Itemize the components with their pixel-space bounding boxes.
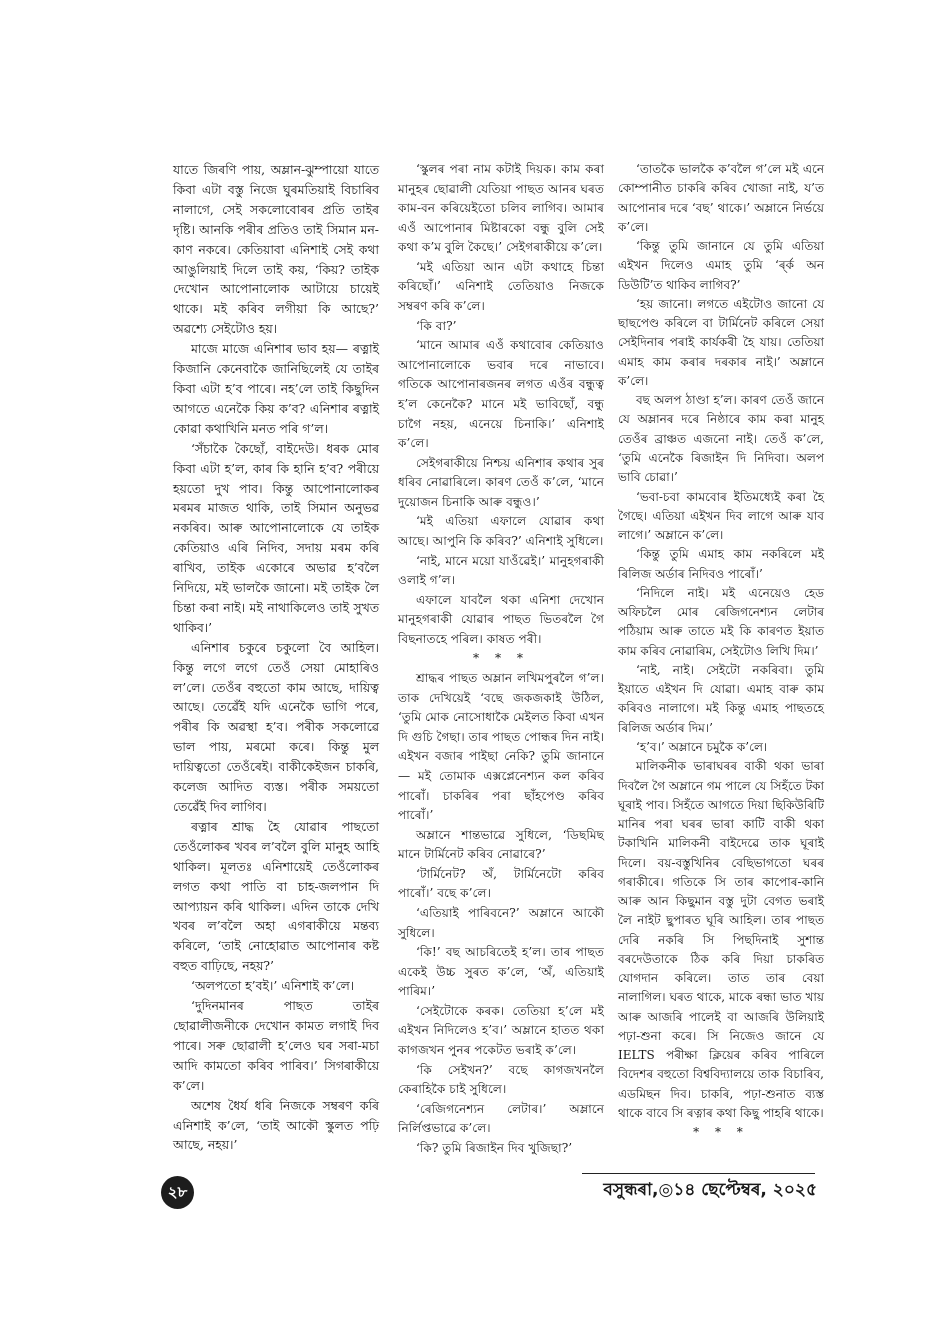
paragraph: ‘নাই, মানে ময়ো যাওঁৱেই।’ মানুহগৰাকী ওলাই গ’ল। [398,553,604,588]
paragraph: ‘স্কুলৰ পৰা নাম কটাই দিয়ক। কাম কৰা মানুহৰ ছোৱালী যেতিয়া পাছত আনৰ ঘৰত কাম-বন কৰিয়েইতো চলিব লাগিব। আমাৰ এওঁ আপোনাৰ মিষ্টাৰকো বন্ধু বুলি সেই কথা ক’ম বুলি কৈছে।’ সেইগৰাকীয়ে ক’লে। [398,162,604,255]
paragraph: ‘কি সেইখন?’ বছে কাগজখনলৈ কেৰাহিকৈ চাই সুধিলে। [398,1062,604,1097]
paragraph: ৰত্নাৰ শ্ৰাদ্ধ হৈ যোৱাৰ পাছতো তেওঁলোকৰ খবৰ ল’বলৈ বুলি মানুহ আহি থাকিল। মূলতঃ এনিশায়েই তেওঁলোকৰ লগত কথা পাতি বা চাহ-জলপান দি আপ্যায়ন কৰি থাকিল। এদিন তাকে দেখি খবৰ ল’বলৈ অহা এগৰাকীয়ে মন্তব্য কৰিলে, ‘তাই নোহোৱাত আপোনাৰ কষ্ট বহুত বাঢ়িছে, নহয়?’ [173,818,379,974]
paragraph: বছ অলপ ঠাণ্ডা হ’ল। কাৰণ তেওঁ জানে যে অম্লানৰ দৰে নিষ্ঠাৰে কাম কৰা মানুহ তেওঁৰ ব্ৰাঞ্চত এজনো নাই। তেওঁ ক’লে, ‘তুমি এনেকৈ ৰিজাইন দি নিদিবা। অলপ ভাবি চোৱা।’ [618,393,824,485]
paragraph: ‘মই এতিয়া এফালে যোৱাৰ কথা আছে। আপুনি কি কৰিব?’ এনিশাই সুধিলে। [398,514,604,548]
paragraph: মাজে মাজে এনিশাৰ ভাব হয়— ৰত্নাই কিজানি কেনেবাকৈ জানিছিলেই যে তাইৰ কিবা এটা হ’ব পাৰে। নহ’লে তাই কিছুদিন আগতে এনেকৈ কিয় ক’ব? এনিশাৰ ৰত্নাই কোৱা কথাখিনি মনত পৰি গ’ল। [173,341,379,436]
paragraph: ‘নাই, নাই। সেইটো নকৰিবা। তুমি ইয়াতে এইখন দি যোৱা। এমাহ বাৰু কাম কৰিবও নালাগে। মই কিন্তু এমাহ পাছতহে ৰিলিজ অৰ্ডাৰ দিম।’ [618,662,824,735]
paragraph: ‘কিন্তু তুমি এমাহ কাম নকৰিলে মই ৰিলিজ অৰ্ডাৰ নিদিবও পাৰোঁ।’ [618,547,824,581]
paragraph: ‘সঁচাকৈ কৈছোঁ, বাইদেউ। ধৰক মোৰ কিবা এটা হ’ল, কাৰ কি হানি হ’ব? পৰীয়ে হয়তো দুখ পাব। কিন্তু আপোনালোকৰ মৰমৰ মাজত থাকি, তাই সিমান অনুভৱ নকৰিব। আৰু আপোনালোকে যে তাইক কেতিয়াও এৰি নিদিব, সদায় মৰম কৰি ৰাখিব, তাইক একোৰে অভাৱ হ’বলৈ নিদিয়ে, মই ভালকৈ জানো। মই তাইক লৈ চিন্তা কৰা নাই। মই নাথাকিলেও তাই সুখত থাকিব।’ [173,440,379,635]
section-break: * * * [693,1125,749,1140]
text-column-2 [398,160,604,1158]
footer-rule [582,1173,815,1174]
paragraph: ‘ৰেজিগনেশ্যন লেটাৰ।’ অম্লানে নিৰ্লিপ্তভাৱে ক’লে। [398,1101,604,1136]
paragraph: সেইগৰাকীয়ে নিশ্চয় এনিশাৰ কথাৰ সুৰ ধৰিব নোৱাৰিলে। কাৰণ তেওঁ ক’লে, ‘মানে দুয়োজন চিনাকি আৰু বন্ধুও।’ [398,455,604,509]
paragraph: ‘নিদিলে নাই। মই এনেয়েও হেড অফিচলৈ মোৰ ৰেজিগনেশ্যন লেটাৰ পঠিয়াম আৰু তাতে মই কি কাৰণত ইয়াত কাম কৰিব নোৱাৰিম, সেইটোও লিখি দিম।’ [618,585,824,658]
paragraph: ‘এতিয়াই পাৰিবনে?’ অম্লানে আকৌ সুধিলে। [398,905,604,940]
paragraph: ‘দুদিনমানৰ পাছত তাইৰ ছোৱালীজনীকে দেখোন কামত লগাই দিব পাৰে। সৰু ছোৱালী হ’লেও ঘৰ সৰা-মচা আদি কামতো কৰিব পাৰিব।’ সিগৰাকীয়ে ক’লে। [173,998,379,1093]
paragraph: শ্ৰাদ্ধৰ পাছত অম্লান লখিমপুৰলৈ গ’ল। তাক দেখিয়েই ‘বছে জকজকাই উঠিল, ‘তুমি মোক নোসোধাকৈ মেইলত কিবা এখন দি গুচি গৈছা। তাৰ পাছত পোন্ধৰ দিন নাই। এইখন বজাৰ পাইছা নেকি? তুমি জানানে — মই তোমাক এক্সপ্লেনেশ্যন কল কৰিব পাৰোঁ। চাকৰিৰ পৰা ছাঁহপেণ্ড কৰিব পাৰোঁ।’ [398,671,604,823]
text-column-1 [173,160,379,1155]
paragraph: এনিশাৰ চকুৰে চকুলো বৈ আহিল। কিন্তু লগে লগে তেওঁ সেয়া মোহাৰিও ল’লে। তেওঁৰ বহুতো কাম আছে, দায়িত্ব আছে। তেৱেঁই যদি এনেকৈ ভাগি পৰে, পৰীৰ কি অৱস্থা হ’ব। পৰীক সকলোৱে ভাল পায়, মৰমো কৰে। কিন্তু মুল দায়িত্বতো তেওঁৰেই। বাকীকেইজন চাকৰি, কলেজ আদিত ব্যস্ত। পৰীক সময়তো তেৱেঁই দিব লাগিব। [173,639,379,814]
paragraph: ‘অলপতো হ’বই।’ এনিশাই ক’লে। [191,978,355,994]
paragraph: ‘টাৰ্মিনেট? অঁ, টাৰ্মিনেটো কৰিব পাৰোঁ।’ বছে ক’লে। [398,866,604,901]
publication-footer: বসুন্ধৰা,◎১৪ ছেপ্টেম্বৰ, ২০২৫ [603,1180,817,1200]
paragraph: মালিকনীক ভাৰাঘৰৰ বাকী থকা ভাৰা দিবলৈ গৈ অম্লানে গম পালে যে সিহঁতে টকা ঘূৰাই পাব। সিহঁতে আগতে দিয়া ছিকিউৰিটি মানিৰ পৰা ঘৰৰ ভাৰা কাটি বাকী থকা টকাখিনি মালিকনী বাইদেৱে তাক ঘূৰাই দিলে। বয়-বস্তুখিনিৰ বেছিভাগতো ঘৰৰ গৰাকীৰে। গতিকে সি তাৰ কাপোৰ-কানি আৰু আন কিছুমান বস্তু দুটা বেগত ভৰাই লৈ নাইট ছুপাৰত ঘূৰি আহিল। তাৰ পাছত দেৰি নকৰি সি পিছদিনাই সুশান্ত বৰদেউতাকে ঠিক কৰি দিয়া চাকৰিত যোগদান কৰিলে। তাত তাৰ বেয়া নালাগিল। ঘৰত থাকে, মাকে ৰন্ধা ভাত খায় আৰু আজৰি পালেই বা আজৰি উলিয়াই পঢ়া-শুনা কৰে। সি নিজেও জানে যে IELTS পৰীক্ষা ক্লিয়েৰ কৰিব পাৰিলে বিদেশৰ বহুতো বিশ্ববিদ্যালয়ে তাক বিচাৰিব, এডমিছন দিব। চাকৰি, পঢ়া-শুনাত ব্যস্ত থাকে বাবে সি ৰত্নাৰ কথা কিছু পাহৰি থাকে। [618,759,824,1121]
paragraph: ‘কি? তুমি ৰিজাইন দিব খুজিছা?’ [416,1140,573,1155]
paragraph: ‘হয় জানো। লগতে এইটোও জানো যে ছাছপেণ্ড কৰিলে বা টাৰ্মিনেট কৰিলে সেয়া সেইদিনাৰ পৰাই কাৰ্যকৰী হৈ যায়। তেতিয়া এমাহ কাম কৰাৰ দৰকাৰ নাই।’ অম্লানে ক’লে। [618,296,824,388]
page-number-badge: ২৮ [161,1176,194,1209]
paragraph: এফালে যাবলৈ থকা এনিশা দেখোন মানুহগৰাকী যোৱাৰ পাছত ভিতৰলৈ গৈ বিছনাতহে পৰিল। কাষত পৰী। [398,592,604,646]
paragraph: ‘মানে আমাৰ এওঁ কথাবোৰ কেতিয়াও আপোনালোকে ভবাৰ দৰে নাভাবে। গতিকে আপোনাৰজনৰ লগত এওঁৰ বন্ধুত্ব হ’ল কেনেকৈ? মানে মই ভাবিছোঁ, বন্ধু চাগৈ নহয়, এনেয়ে চিনাকি।’ এনিশাই ক’লে। [398,338,604,451]
section-break: * * * [472,651,530,666]
paragraph: ‘ভবা-চবা কামবোৰ ইতিমধ্যেই কৰা হৈ গৈছে। এতিয়া এইখন দিব লাগে আৰু যাব লাগে।’ অম্লানে ক’লে। [618,489,824,543]
paragraph: অশেষ ধৈৰ্য ধৰি নিজকে সম্বৰণ কৰি এনিশাই ক’লে, ‘তাই আকৌ স্কুলত পঢ়ি আছে, নহয়।’ [173,1097,379,1153]
paragraph: ‘কি!’ বছ আচৰিতেই হ’ল। তাৰ পাছত একেই উচ্চ সুৰত ক’লে, ‘অঁ, এতিয়াই পাৰিম।’ [398,945,604,999]
paragraph: ‘কিন্তু তুমি জানানে যে তুমি এতিয়া এইখন দিলেও এমাহ তুমি ‘ৰ্ৰ্ক অন ডিউটি’ত থাকিব লাগিব?’ [618,239,824,292]
paragraph: ‘হ’ব।’ অম্লানে চমুকৈ ক’লে। [636,739,768,754]
paragraph: ‘সেইটোকে কৰক। তেতিয়া হ’লে মই এইখন নিদিলেও হ’ব।’ অম্লানে হাতত থকা কাগজখন পুনৰ পকেটত ভৰাই ক’লে। [398,1003,604,1058]
text-column-3 [618,160,824,1143]
paragraph: ‘তাতকৈ ভালকৈ ক’বলৈ গ’লে মই এনে কোম্পানীত চাকৰি কৰিব খোজা নাই, য’ত আপোনাৰ দৰে ‘বছ’ থাকে।’ অম্লানে নিৰ্ভয়ে ক’লে। [618,162,824,234]
paragraph: যাতে জিৰণি পায়, অম্লান-ঝুম্পায়ো যাতে কিবা এটা বস্তু নিজে ঘুৰমতিয়াই বিচাৰিব নালাগে, সেই সকলোবোৰৰ প্ৰতি তাইৰ দৃষ্টি। আনকি পৰীৰ প্ৰতিও তাই সিমান মন-কাণ নকৰে। কেতিয়াবা এনিশাই সেই কথা আঙুলিয়াই দিলে তাই কয়, ‘কিয়? তাইক দেখোন আপোনালোক আটায়ে চায়েই থাকে। মই কৰিব লগীয়া কি আছে?’ অৱশ্যে সেইটোও হয়। [173,162,379,337]
paragraph: ‘কি বা?’ [416,318,457,333]
paragraph: ‘মই এতিয়া আন এটা কথাহে চিন্তা কৰিছোঁ।’ এনিশাই তেতিয়াও নিজকে সম্বৰণ কৰি ক’লে। [398,259,604,314]
paragraph: অম্লানে শান্তভাৱে সুধিলে, ‘ডিছমিছ মানে টাৰ্মিনেট কৰিব নোৱাৰে?’ [398,827,604,862]
